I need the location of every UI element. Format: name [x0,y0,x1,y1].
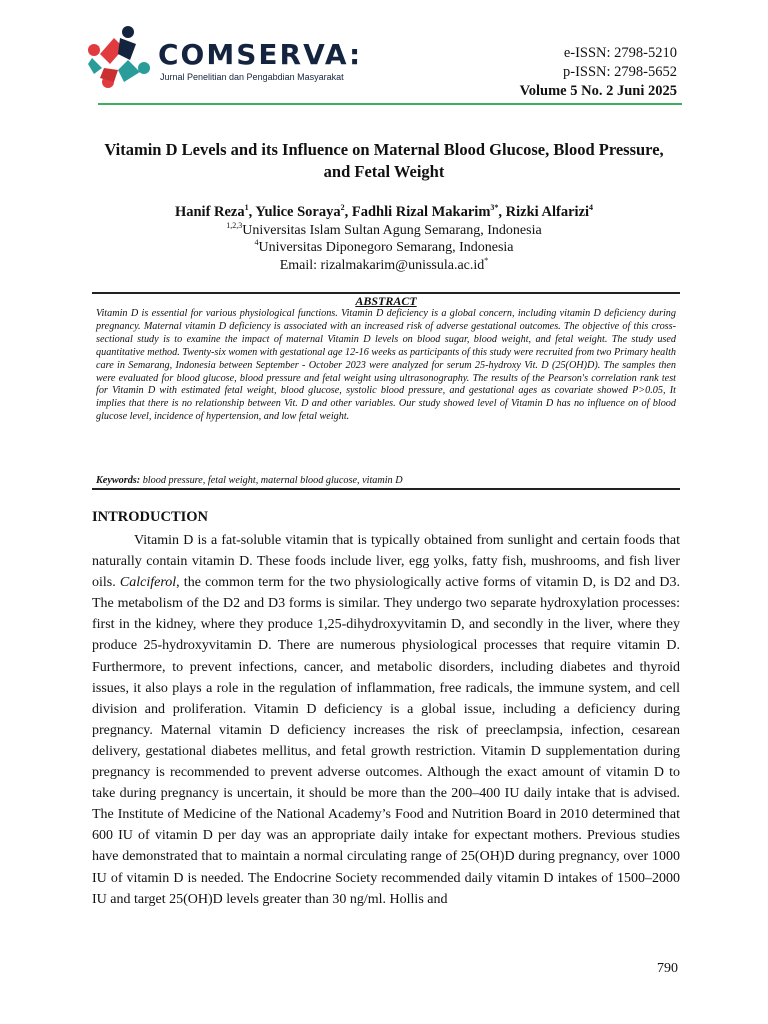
author-block [98,204,670,274]
author-name: Yulice Soraya [255,204,341,220]
affiliation-2: $^4$Universitas Diponegoro Semarang, Indonesia [254,238,514,255]
author-name: Rizki Alfarizi [505,204,590,220]
italic-term: Calciferol [119,575,177,591]
volume-info: Volume 5 No. 2 Juni 2025 [519,83,677,99]
affiliation-1: $^{1,2,3}$Universitas Islam Sultan Agung Semarang, Indonesia [226,220,542,238]
author-sup: 4 [589,203,594,212]
keywords-list: blood pressure, fetal weight, maternal blood glucose, vitamin D [140,475,403,486]
abstract-rule-bottom [92,488,680,490]
journal-logo [84,24,384,90]
author-sup: 2 [340,203,345,212]
comserva-logo-icon [84,24,154,90]
header-divider [98,103,682,105]
p-issn: p-ISSN: 2798-5652 [563,64,677,80]
abstract-text: Vitamin D is essential for various physiological functions. Vitamin D deficiency is a global concern, including vitamin D deficiency during pregnancy. Maternal vitamin D deficiency is associated with an increased risk of adverse gestational outcomes. The objective of this cross-sectional study is to examine the impact of maternal Vitamin D levels on blood sugar, blood weight, and fetal weight. The study used quantitative method. Twenty-six women with gestational age 12-16 weeks as participants of this study were recruited from two Primary health care in Semarang, Indonesia between September - October 2023 were analyzed for serum 25-hydroxy Vit. D (25(OH)D). The samples then were evaluated for blood glucose, blood pressure and fetal weight using ultrasonography. The results of the Pearson's correlation rank test for Vitamin D with estimated fetal weight, blood glucose, systolic blood pressure, and gestational ages as covariate showed P>0.05, It implies that there is no relationship between Vit. D and other variables. Our study showed level of Vitamin D has no influence on of blood glucose level, incidence of hypertension, and low fetal weight. [96,308,676,423]
author-name: Fadhli Rizal Makarim [351,204,491,220]
author-sup: 3* [490,203,499,212]
keywords [96,474,676,487]
journal-name: COMSERVA: [158,38,363,71]
corresponding-email: Email: rizalmakarim@unissula.ac.id* [279,255,489,273]
keywords-label: Keywords: [96,475,141,486]
journal-subtitle: Jurnal Penelitian dan Pengabdian Masyarakat [160,72,344,82]
article-title: Vitamin D Levels and its Influence on Maternal Blood Glucose, Blood Pressure, and Fetal Weight [104,140,664,181]
section-heading-introduction: INTRODUCTION [92,509,209,525]
issn-block [520,44,677,101]
abstract-heading: ABSTRACT [355,294,417,308]
introduction-paragraph: Vitamin D is a fat-soluble vitamin that is typically obtained from sunlight and certain foods that naturally contain vitamin D. These foods include liver, egg yolks, fatty fish, mushrooms, and fish liver oils. Calciferol, the common term for the two physiologically active forms of vitamin D, is D2 and D3. The metabolism of the D2 and D3 forms is similar. They undergo two separate hydroxylation processes: first in the kidney, where they produce 1,25-dihydroxyvitamin D, and secondly in the liver, where they produce 25-hydroxyvitamin D. There are numerous physiological processes that require vitamin D. Furthermore, to prevent infections, cancer, and metabolic disorders, including diabetes and thyroid issues, it also plays a role in the regulation of inflammation, free radicals, the immune system, and cell division and proliferation. Vitamin D deficiency is a global issue, including a deficiency during pregnancy. Maternal vitamin D deficiency increases the risk of preeclampsia, infection, cesarean delivery, gestational diabetes mellitus, and fetal growth restriction. Vitamin D supplementation during pregnancy is recommended to prevent adverse outcomes. Although the exact amount of vitamin D to take during pregnancy is uncertain, it should be more than the 200–400 IU daily intake that is advised. The Institute of Medicine of the National Academy’s Food and Nutrition Board in 2010 determined that 600 IU of vitamin D per day was an appropriate daily intake for expectant mothers. Previous studies have demonstrated that to maintain a normal circulating range of 25(OH)D during pregnancy, over 1000 IU of vitamin D is needed. The Endocrine Society recommended daily vitamin D intakes of 1500–2000 IU and target 25(OH)D levels greater than 30 ng/ml. Hollis and [92,533,681,907]
author-name: Hanif Reza [174,204,245,220]
author-sup: 1 [244,203,249,212]
author-list: Hanif Reza$^1$, Yulice Soraya$^2$, Fadhli Rizal Makarim$^{3*}$, Rizki Alfarizi$^4$ [174,203,594,220]
e-issn: e-ISSN: 2798-5210 [563,45,677,61]
page-number: 790 [657,961,678,976]
